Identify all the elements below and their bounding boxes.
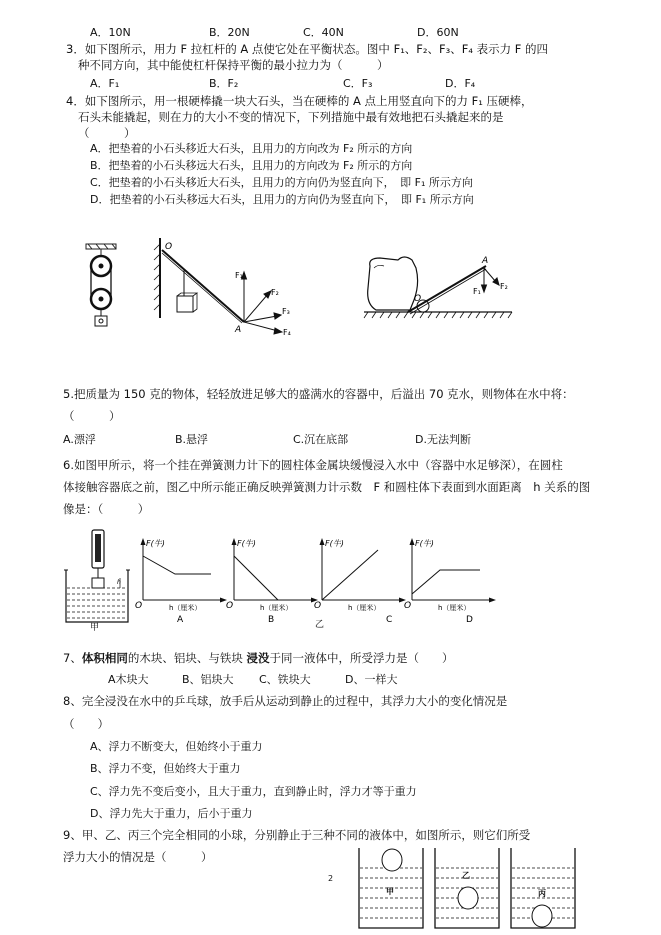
q8-option-d: D、浮力先大于重力，后小于重力 bbox=[90, 807, 253, 820]
q7-option-a: A木块大 bbox=[108, 673, 149, 686]
graph-a-ylabel: F(牛) bbox=[146, 539, 165, 548]
beaker-jia-label: 甲 bbox=[386, 887, 394, 896]
pulley-figure bbox=[84, 244, 124, 330]
q7-prefix: 7、 bbox=[63, 651, 82, 665]
q4-option-c: C．把垫着的小石头移近大石头，且用力的方向仍为竖直向下， 即 F₁ 所示方向 bbox=[90, 176, 473, 189]
q3-option-d: D．F₄ bbox=[445, 77, 476, 90]
graph-d-ylabel: F(牛) bbox=[415, 539, 434, 548]
rock-label-f1: F₁ bbox=[473, 287, 481, 296]
q2-option-c: C．40N bbox=[303, 26, 344, 39]
q5-option-a: A.漂浮 bbox=[63, 433, 96, 446]
graph-d-curve bbox=[412, 570, 480, 594]
q4-text-line3: （ ） bbox=[78, 126, 136, 140]
lever-label-f4: F₄ bbox=[283, 328, 291, 337]
q3-option-c: C．F₃ bbox=[343, 77, 373, 90]
rock-lever-figure bbox=[364, 254, 534, 326]
q7-option-b: B、铝块大 bbox=[182, 673, 234, 686]
graph-c-letter: C bbox=[386, 615, 393, 625]
rock-label-a: A bbox=[482, 256, 489, 266]
page-number: 2 bbox=[328, 874, 334, 883]
q2-option-b: B．20N bbox=[209, 26, 250, 39]
q3-option-b: B．F₂ bbox=[209, 77, 239, 90]
q8-option-c: C、浮力先不变后变小，且大于重力，直到静止时，浮力才等于重力 bbox=[90, 785, 417, 798]
q7-option-d: D、一样大 bbox=[345, 673, 398, 686]
graph-d bbox=[404, 536, 496, 628]
graph-c-xlabel: h（厘米） bbox=[348, 604, 381, 612]
q7-option-c: C、铁块大 bbox=[259, 673, 311, 686]
graph-d-letter: D bbox=[466, 615, 473, 625]
graph-d-xlabel: h（厘米） bbox=[438, 604, 471, 612]
q9-text-line1: 9、甲、乙、丙三个完全相同的小球，分别静止于三种不同的液体中，如图所示，则它们所受 bbox=[63, 828, 531, 842]
graph-c-ylabel: F(牛) bbox=[325, 539, 344, 548]
q2-option-d: D．60N bbox=[417, 26, 459, 39]
q7-middle-1: 的木块、铝块、与铁块 bbox=[127, 651, 247, 665]
q8-option-a: A、浮力不断变大，但始终小于重力 bbox=[90, 740, 263, 753]
lever-label-f2: F₂ bbox=[271, 288, 279, 297]
q7-text bbox=[63, 651, 453, 665]
q8-text-line1: 8、完全浸没在水中的乒乓球，放手后从运动到静止的过程中，其浮力大小的变化情况是 bbox=[63, 694, 508, 708]
lever-label-f1: F₁ bbox=[235, 271, 243, 280]
graph-b-xlabel: h（厘米） bbox=[260, 604, 293, 612]
graph-a-xlabel: h（厘米） bbox=[169, 604, 202, 612]
q4-option-b: B．把垫着的小石头移远大石头，且用力的方向改为 F₂ 所示的方向 bbox=[90, 159, 413, 172]
graph-a-curve bbox=[143, 556, 211, 574]
rock-label-o: O bbox=[414, 294, 422, 304]
graph-a-origin: O bbox=[135, 601, 143, 611]
graph-b-ylabel: F(牛) bbox=[237, 539, 256, 548]
q7-bold-same-volume: 体积相同 bbox=[81, 651, 128, 665]
q5-text-line1: 5.把质量为 150 克的物体，轻轻放进足够大的盛满水的容器中，后溢出 70 克水，则物体在水中将： bbox=[63, 387, 574, 401]
q6-text-line1: 6.如图甲所示，将一个挂在弹簧测力计下的圆柱体金属块缓慢浸入水中（容器中水足够深），在圆柱 bbox=[63, 458, 563, 472]
q3-text-line1: 3．如下图所示，用力 F 拉杠杆的 A 点使它处在平衡状态。图中 F₁、F₂、F₃、F₄ 表示力 F 的四 bbox=[66, 42, 549, 56]
graph-b-origin: O bbox=[226, 601, 234, 611]
spring-scale-figure bbox=[62, 530, 132, 633]
graph-a-letter: A bbox=[177, 615, 184, 625]
svg-text:h: h bbox=[117, 579, 121, 586]
graph-c-origin: O bbox=[314, 601, 322, 611]
q6-text-line2: 体接触容器底之前，图乙中所示能正确反映弹簧测力计示数 F 和圆柱体下表面到水面距离 h 关系的图 bbox=[63, 480, 591, 494]
graph-b-curve bbox=[234, 556, 278, 600]
graph-c bbox=[314, 536, 406, 628]
graph-a bbox=[135, 536, 227, 628]
q4-text-line2: 石头未能撬起，则在力的大小不变的情况下，下列措施中最有效地把石头撬起来的是 bbox=[78, 110, 504, 124]
q8-text-line2: （ ） bbox=[63, 717, 109, 731]
q3-option-a: A．F₁ bbox=[90, 77, 120, 90]
q7-middle-2: 于同一液体中，所受浮力是（ ） bbox=[269, 651, 454, 665]
q4-text-line1: 4．如下图所示，用一根硬棒撬一块大石头，当在硬棒的 A 点上用竖直向下的力 F₁ 压硬棒， bbox=[66, 94, 533, 108]
q4-option-a: A．把垫着的小石头移近大石头，且用力的方向改为 F₂ 所示的方向 bbox=[90, 142, 413, 155]
figure-yi-label: 乙 bbox=[315, 620, 325, 630]
q3-text-line2: 种不同方向，其中能使杠杆保持平衡的最小拉力为（ ） bbox=[78, 58, 389, 72]
q6-text-line3: 像是：（ ） bbox=[63, 502, 150, 516]
q8-option-b: B、浮力不变，但始终大于重力 bbox=[90, 762, 241, 775]
q5-option-d: D.无法判断 bbox=[415, 433, 471, 446]
lever-figure bbox=[150, 238, 300, 336]
graph-b bbox=[226, 536, 318, 628]
lever-label-o: O bbox=[165, 242, 173, 252]
q5-text-line2: （ ） bbox=[63, 409, 121, 423]
beakers-figure bbox=[355, 846, 581, 932]
graph-b-letter: B bbox=[268, 615, 275, 625]
beaker-bing-label: 丙 bbox=[538, 889, 546, 898]
rock-label-f2: F₂ bbox=[500, 282, 508, 291]
q5-option-c: C.沉在底部 bbox=[293, 433, 349, 446]
graph-c-curve bbox=[322, 550, 378, 600]
figure-jia-label: 甲 bbox=[90, 623, 100, 633]
beaker-yi-label: 乙 bbox=[462, 871, 470, 880]
q5-option-b: B.悬浮 bbox=[175, 433, 209, 446]
q7-bold-immersed: 浸没 bbox=[246, 651, 270, 665]
graph-d-origin: O bbox=[404, 601, 412, 611]
q4-option-d: D．把垫着的小石头移远大石头，且用力的方向仍为竖直向下， 即 F₁ 所示方向 bbox=[90, 193, 474, 206]
lever-label-f3: F₃ bbox=[282, 307, 290, 316]
q2-option-a: A．10N bbox=[90, 26, 131, 39]
q9-text-line2: 浮力大小的情况是（ ） bbox=[63, 850, 213, 864]
lever-label-a: A bbox=[235, 325, 242, 335]
